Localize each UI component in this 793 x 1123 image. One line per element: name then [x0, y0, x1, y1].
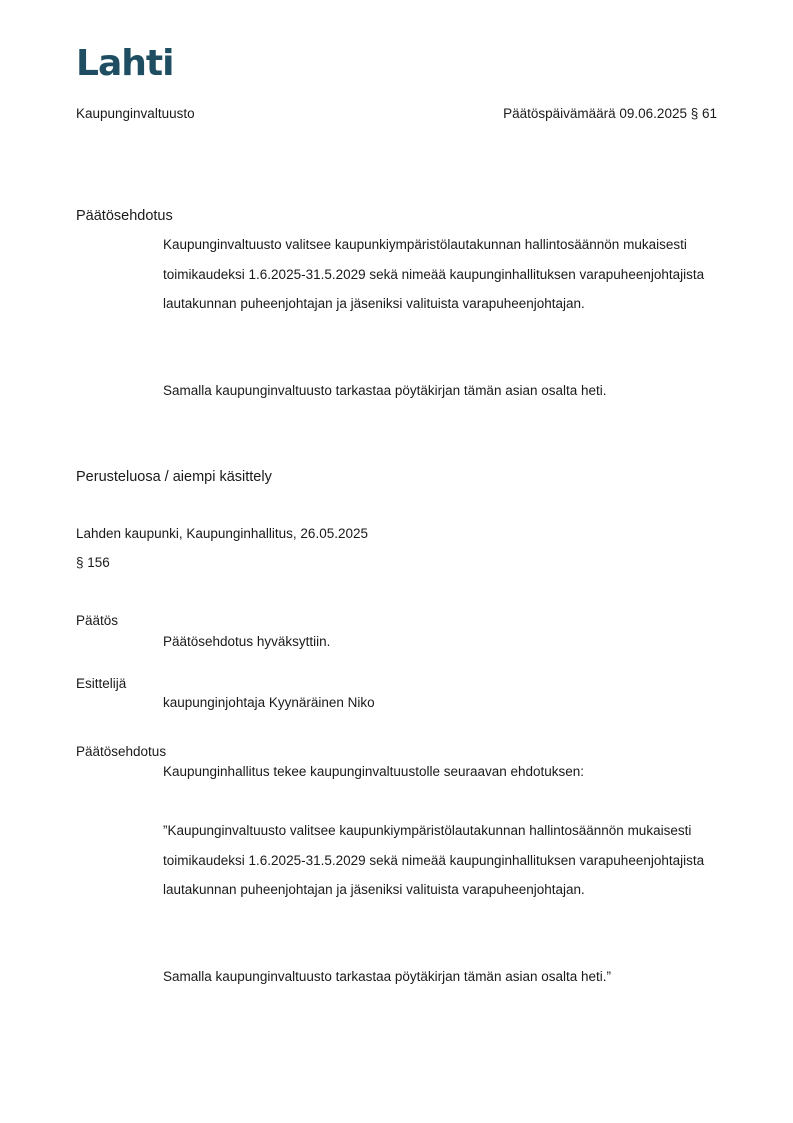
presenter-text: kaupunginjohtaja Kyynäräinen Niko [163, 695, 375, 710]
board-proposal-intro: Kaupunginhallitus tekee kaupunginvaltuustolle seuraavan ehdotuksen: [163, 764, 585, 779]
decision-label: Päätös [76, 613, 119, 628]
decision-date-section: Päätöspäivämäärä 09.06.2025 § 61 [503, 106, 717, 121]
lahti-logo: Lahti [76, 43, 174, 84]
background-source: Lahden kaupunki, Kaupunginhallitus, 26.05.2025 [76, 526, 368, 541]
decision-text: Päätösehdotus hyväksyttiin. [163, 634, 331, 649]
proposal-title: Päätösehdotus [76, 208, 173, 224]
proposal-paragraph-1: Kaupunginvaltuusto valitsee kaupunkiympäristölautakunnan hallintosäännön mukaisesti toimikaudeksi 1.6.2025-31.5.2029 sekä nimeää kaupunginhallituksen varapuheenjohtajista lautakunnan puheenjohtajan ja jäseniksi valituista varapuheenjohtajan. [163, 237, 705, 311]
background-title: Perusteluosa / aiempi käsittely [76, 469, 272, 485]
presenter-label: Esittelijä [76, 676, 127, 691]
board-proposal-quote-1: ”Kaupunginvaltuusto valitsee kaupunkiympäristölautakunnan hallintosäännön mukaisesti toimikaudeksi 1.6.2025-31.5.2029 sekä nimeää kaupunginhallituksen varapuheenjohtajista lautakunnan puheenjohtajan ja jäseniksi valituista varapuheenjohtajan. [163, 823, 705, 897]
proposal-paragraph-2: Samalla kaupunginvaltuusto tarkastaa pöytäkirjan tämän asian osalta heti. [163, 383, 607, 398]
organ-name: Kaupunginvaltuusto [76, 106, 195, 121]
board-proposal-quote-2: Samalla kaupunginvaltuusto tarkastaa pöytäkirjan tämän asian osalta heti.” [163, 969, 612, 984]
board-proposal-label: Päätösehdotus [76, 744, 167, 759]
background-section-number: § 156 [76, 555, 110, 570]
